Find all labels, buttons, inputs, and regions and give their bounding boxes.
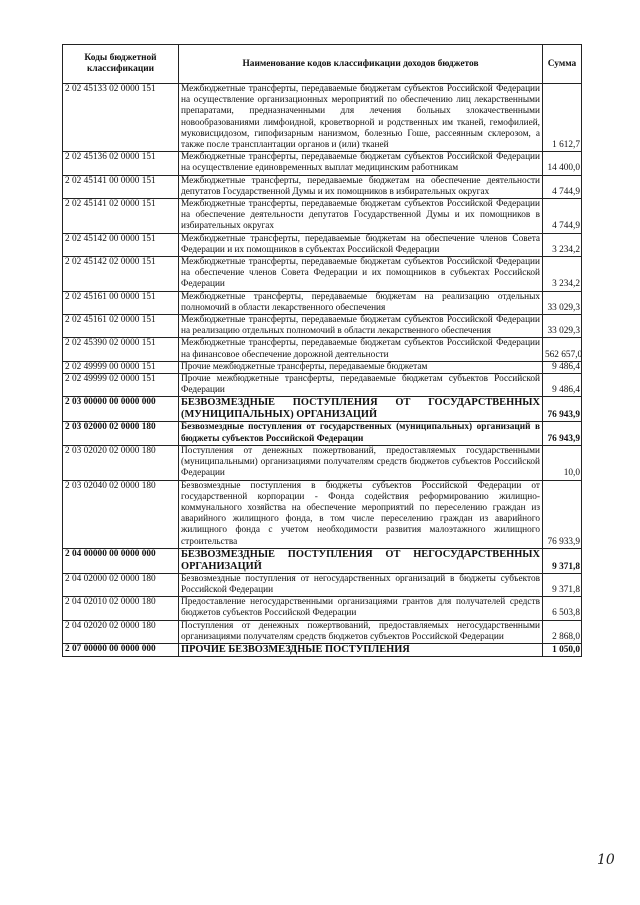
table-row — [63, 175, 582, 198]
table-row — [63, 620, 582, 643]
row-amount: 6 503,8 — [543, 597, 582, 620]
row-code: 2 03 02000 02 0000 180 — [63, 422, 179, 445]
row-code: 2 03 02020 02 0000 180 — [63, 445, 179, 480]
table-row — [63, 199, 582, 234]
row-name: Межбюджетные трансферты, передаваемые бюджетам субъектов Российской Федерации на финансовое обеспечение дорожной деятельности — [179, 338, 543, 361]
table-row — [63, 597, 582, 620]
row-code: 2 07 00000 00 0000 000 — [63, 643, 179, 656]
table-header-row — [63, 45, 582, 84]
row-code: 2 02 45161 02 0000 151 — [63, 315, 179, 338]
row-name: Поступления от денежных пожертвований, предоставляемых негосударственными организациями получателям средств бюджетов субъектов Российской Федерации — [179, 620, 543, 643]
document-page — [62, 44, 581, 657]
row-amount: 76 943,9 — [543, 422, 582, 445]
row-code: 2 02 45161 00 0000 151 — [63, 291, 179, 314]
row-code: 2 02 49999 02 0000 151 — [63, 374, 179, 397]
row-name: Межбюджетные трансферты, передаваемые бюджетам субъектов Российской Федерации на обеспечение деятельности депутатов Государственной Думы и их помощников в избирательных округах — [179, 199, 543, 234]
row-amount: 9 486,4 — [543, 374, 582, 397]
row-code: 2 02 49999 00 0000 151 — [63, 361, 179, 373]
row-amount: 3 234,2 — [543, 233, 582, 256]
row-amount: 9 371,8 — [543, 548, 582, 573]
table-row — [63, 445, 582, 480]
row-name: Поступления от денежных пожертвований, предоставляемых государственными (муниципальными) организациями получателям средств бюджетов субъектов Российской Федерации — [179, 445, 543, 480]
row-amount: 14 400,0 — [543, 152, 582, 175]
row-amount: 9 486,4 — [543, 361, 582, 373]
row-name: ПРОЧИЕ БЕЗВОЗМЕЗДНЫЕ ПОСТУПЛЕНИЯ — [179, 643, 543, 656]
table-row — [63, 573, 582, 596]
row-name: Межбюджетные трансферты, передаваемые бюджетам субъектов Российской Федерации на реализацию отдельных полномочий в области лекарственного обеспечения — [179, 315, 543, 338]
table-row — [63, 338, 582, 361]
table-body — [63, 84, 582, 657]
row-code: 2 02 45390 02 0000 151 — [63, 338, 179, 361]
row-code: 2 03 02040 02 0000 180 — [63, 480, 179, 548]
row-code: 2 02 45133 02 0000 151 — [63, 84, 179, 152]
row-name: Межбюджетные трансферты, передаваемые бюджетам субъектов Российской Федерации на обеспечение членов Совета Федерации и их помощников в субъектах Российской Федерации — [179, 257, 543, 292]
row-code: 2 02 45142 02 0000 151 — [63, 257, 179, 292]
row-amount: 10,0 — [543, 445, 582, 480]
table-row — [63, 480, 582, 548]
row-amount: 76 943,9 — [543, 397, 582, 422]
row-code: 2 02 45141 02 0000 151 — [63, 199, 179, 234]
row-amount: 1 050,0 — [543, 643, 582, 656]
row-name: Предоставление негосударственными организациями грантов для получателей средств бюджетов субъектов Российской Федерации — [179, 597, 543, 620]
row-name: Прочие межбюджетные трансферты, передаваемые бюджетам субъектов Российской Федерации — [179, 374, 543, 397]
row-code: 2 02 45136 02 0000 151 — [63, 152, 179, 175]
row-name: Безвозмездные поступления от государственных (муниципальных) организаций в бюджеты субъектов Российской Федерации — [179, 422, 543, 445]
row-name: Прочие межбюджетные трансферты, передаваемые бюджетам — [179, 361, 543, 373]
row-name: Межбюджетные трансферты, передаваемые бюджетам на реализацию отдельных полномочий в области лекарственного обеспечения — [179, 291, 543, 314]
row-code: 2 04 02010 02 0000 180 — [63, 597, 179, 620]
row-amount: 9 371,8 — [543, 573, 582, 596]
table-row — [63, 315, 582, 338]
row-amount: 76 933,9 — [543, 480, 582, 548]
table-row — [63, 374, 582, 397]
row-code: 2 02 45141 00 0000 151 — [63, 175, 179, 198]
row-amount: 1 612,7 — [543, 84, 582, 152]
row-name: БЕЗВОЗМЕЗДНЫЕ ПОСТУПЛЕНИЯ ОТ НЕГОСУДАРСТВЕННЫХ ОРГАНИЗАЦИЙ — [179, 548, 543, 573]
row-name: Межбюджетные трансферты, передаваемые бюджетам на обеспечение членов Совета Федерации и их помощников в субъектах Российской Федерации — [179, 233, 543, 256]
row-name: Безвозмездные поступления в бюджеты субъектов Российской Федерации от государственной корпорации - Фонда содействия реформированию жилищно-коммунального хозяйства на обеспечение мероприятий по переселению граждан из аварийного жилищного фонда, в том числе переселению граждан из аварийного жилищного фонда с учетом необходимости развития малоэтажного жилищного строительства — [179, 480, 543, 548]
page-number: 10 — [597, 852, 615, 868]
table-row — [63, 361, 582, 373]
table-row — [63, 397, 582, 422]
row-name: Межбюджетные трансферты, передаваемые бюджетам на обеспечение деятельности депутатов Государственной Думы и их помощников в избирательных округах — [179, 175, 543, 198]
row-name: Безвозмездные поступления от негосударственных организаций в бюджеты субъектов Российской Федерации — [179, 573, 543, 596]
row-name: Межбюджетные трансферты, передаваемые бюджетам субъектов Российской Федерации на осуществление организационных мероприятий по обеспечению лиц лекарственными препаратами, предназначенными для лечения больных злокачественными новообразованиями лимфоидной, кроветворной и родственных им тканей, гемофилией, муковисцидозом, гипофизарным нанизмом, болезнью Гоше, рассеянным склерозом, а также после трансплантации органов и (или) тканей — [179, 84, 543, 152]
row-amount: 3 234,2 — [543, 257, 582, 292]
row-amount: 4 744,9 — [543, 199, 582, 234]
table-row — [63, 84, 582, 152]
row-name: БЕЗВОЗМЕЗДНЫЕ ПОСТУПЛЕНИЯ ОТ ГОСУДАРСТВЕННЫХ (МУНИЦИПАЛЬНЫХ) ОРГАНИЗАЦИЙ — [179, 397, 543, 422]
table-row — [63, 257, 582, 292]
header-amount: Сумма — [543, 45, 582, 84]
row-code: 2 03 00000 00 0000 000 — [63, 397, 179, 422]
table-row — [63, 643, 582, 656]
row-amount: 562 657,0 — [543, 338, 582, 361]
row-code: 2 04 02020 02 0000 180 — [63, 620, 179, 643]
row-amount: 2 868,0 — [543, 620, 582, 643]
header-name: Наименование кодов классификации доходов бюджетов — [179, 45, 543, 84]
table-row — [63, 152, 582, 175]
row-amount: 33 029,3 — [543, 291, 582, 314]
row-code: 2 02 45142 00 0000 151 — [63, 233, 179, 256]
budget-classification-table — [62, 44, 582, 657]
row-code: 2 04 02000 02 0000 180 — [63, 573, 179, 596]
row-amount: 4 744,9 — [543, 175, 582, 198]
table-row — [63, 291, 582, 314]
table-row — [63, 422, 582, 445]
row-amount: 33 029,3 — [543, 315, 582, 338]
row-name: Межбюджетные трансферты, передаваемые бюджетам субъектов Российской Федерации на осуществление единовременных выплат медицинским работникам — [179, 152, 543, 175]
row-code: 2 04 00000 00 0000 000 — [63, 548, 179, 573]
table-row — [63, 548, 582, 573]
table-row — [63, 233, 582, 256]
header-code: Коды бюджетной классификации — [63, 45, 179, 84]
